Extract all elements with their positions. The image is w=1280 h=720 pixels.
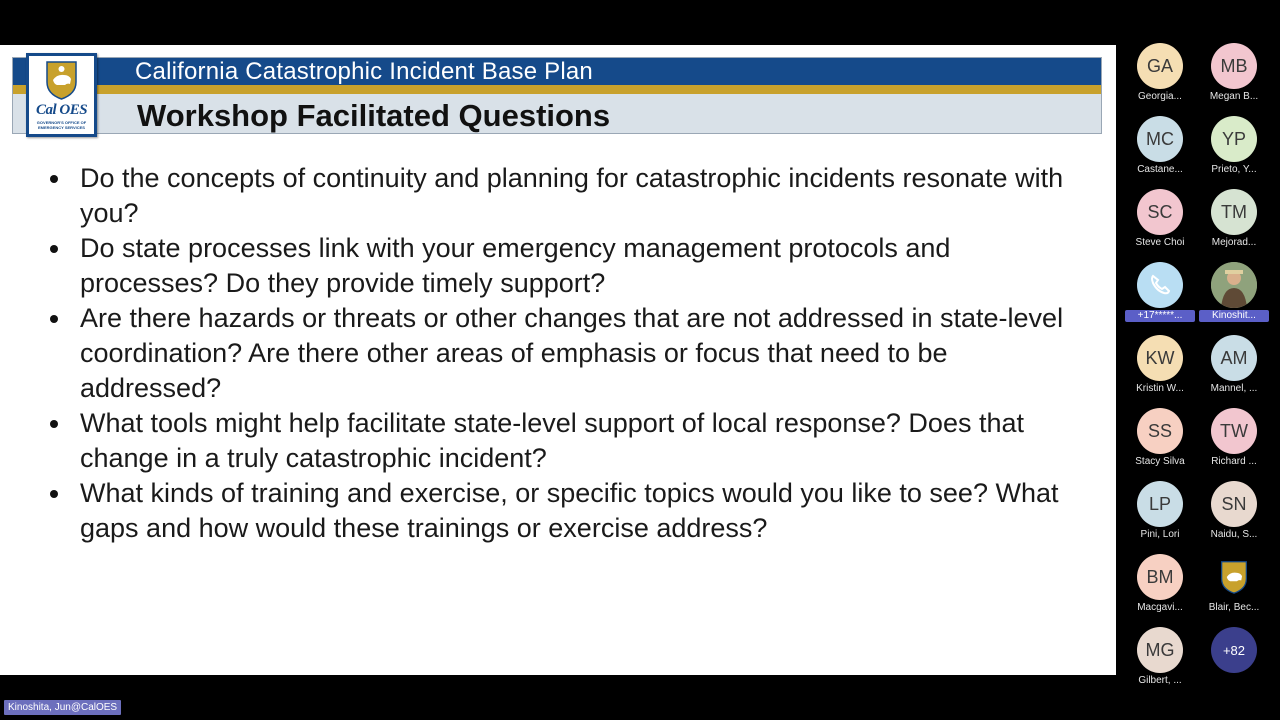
list-item: Do the concepts of continuity and planning for catastrophic incidents resonate with you? bbox=[50, 161, 1080, 231]
participant-tile[interactable] bbox=[1125, 627, 1195, 687]
participant-tile[interactable] bbox=[1125, 43, 1195, 103]
bullet-icon bbox=[50, 245, 58, 253]
avatar: SS bbox=[1137, 408, 1183, 454]
bullet-icon bbox=[50, 175, 58, 183]
participant-name: Stacy Silva bbox=[1135, 456, 1185, 467]
participant-name: Prieto, Y... bbox=[1211, 164, 1257, 175]
avatar: SN bbox=[1211, 481, 1257, 527]
list-item: Do state processes link with your emergency management protocols and processes? Do they provide timely support? bbox=[50, 231, 1080, 301]
banner-gold-stripe bbox=[13, 85, 1101, 94]
avatar: TM bbox=[1211, 189, 1257, 235]
participant-name: Steve Choi bbox=[1135, 237, 1185, 248]
avatar: MB bbox=[1211, 43, 1257, 89]
participant-tile[interactable] bbox=[1199, 554, 1269, 614]
list-item: Are there hazards or threats or other changes that are not addressed in state-level coordination? Are there other areas of emphasis or focus that need to be addressed? bbox=[50, 301, 1080, 406]
bullet-icon bbox=[50, 315, 58, 323]
participant-name: Georgia... bbox=[1138, 91, 1182, 102]
avatar: TW bbox=[1211, 408, 1257, 454]
avatar: BM bbox=[1137, 554, 1183, 600]
logo-text: Cal OES bbox=[35, 102, 88, 118]
avatar: KW bbox=[1137, 335, 1183, 381]
participant-tile[interactable] bbox=[1125, 335, 1195, 395]
participant-name: Macgavi... bbox=[1137, 602, 1183, 613]
participant-tile[interactable] bbox=[1125, 116, 1195, 176]
bullet-icon bbox=[50, 420, 58, 428]
participant-name: Castane... bbox=[1137, 164, 1183, 175]
list-item: What kinds of training and exercise, or specific topics would you like to see? What gaps and how would these trainings or exercise address? bbox=[50, 476, 1080, 546]
participant-tile[interactable] bbox=[1125, 262, 1195, 322]
more-participants-button[interactable] bbox=[1199, 627, 1269, 673]
participant-name: Pini, Lori bbox=[1140, 529, 1180, 540]
participant-tile[interactable] bbox=[1199, 335, 1269, 395]
speaker-name-tag: Kinoshita, Jun@CalOES bbox=[4, 700, 121, 715]
more-count: +82 bbox=[1211, 627, 1257, 673]
participant-name: Kristin W... bbox=[1136, 383, 1184, 394]
avatar: GA bbox=[1137, 43, 1183, 89]
participant-tile[interactable] bbox=[1199, 262, 1269, 322]
bear-shield-icon bbox=[1211, 554, 1257, 600]
participant-tile[interactable] bbox=[1199, 116, 1269, 176]
participant-tile[interactable] bbox=[1199, 408, 1269, 468]
list-item: What tools might help facilitate state-level support of local response? Does that change in a truly catastrophic incident? bbox=[50, 406, 1080, 476]
participant-name: Richard ... bbox=[1211, 456, 1257, 467]
banner-title: California Catastrophic Incident Base Plan bbox=[135, 58, 593, 85]
caloes-logo bbox=[26, 53, 97, 137]
participant-name: Blair, Bec... bbox=[1208, 602, 1260, 613]
avatar: YP bbox=[1211, 116, 1257, 162]
participant-name: Kinoshit... bbox=[1199, 310, 1269, 322]
bear-shield-icon bbox=[45, 60, 78, 100]
participant-tile[interactable] bbox=[1125, 189, 1195, 249]
logo-caption: GOVERNOR'S OFFICE OF EMERGENCY SERVICES bbox=[36, 120, 87, 130]
participant-name: Mejorad... bbox=[1211, 237, 1257, 248]
participant-tile[interactable] bbox=[1125, 408, 1195, 468]
bullet-icon bbox=[50, 490, 58, 498]
avatar: AM bbox=[1211, 335, 1257, 381]
participant-name: Megan B... bbox=[1209, 91, 1259, 102]
shared-slide bbox=[0, 45, 1116, 675]
slide-banner bbox=[12, 57, 1102, 134]
phone-icon bbox=[1137, 262, 1183, 308]
slide-heading: Workshop Facilitated Questions bbox=[137, 98, 611, 133]
participant-name: +17*****... bbox=[1125, 310, 1195, 322]
participants-panel bbox=[1116, 0, 1280, 720]
participant-tile[interactable] bbox=[1199, 481, 1269, 541]
participant-name: Mannel, ... bbox=[1210, 383, 1258, 394]
participant-tile[interactable] bbox=[1125, 554, 1195, 614]
avatar: MC bbox=[1137, 116, 1183, 162]
avatar: MG bbox=[1137, 627, 1183, 673]
participant-tile[interactable] bbox=[1125, 481, 1195, 541]
participant-name: Naidu, S... bbox=[1210, 529, 1258, 540]
question-list bbox=[50, 161, 1080, 546]
avatar: LP bbox=[1137, 481, 1183, 527]
participant-name: Gilbert, ... bbox=[1138, 675, 1182, 686]
user-photo-icon bbox=[1211, 262, 1257, 308]
participant-tile[interactable] bbox=[1199, 43, 1269, 103]
participant-tile[interactable] bbox=[1199, 189, 1269, 249]
avatar: SC bbox=[1137, 189, 1183, 235]
